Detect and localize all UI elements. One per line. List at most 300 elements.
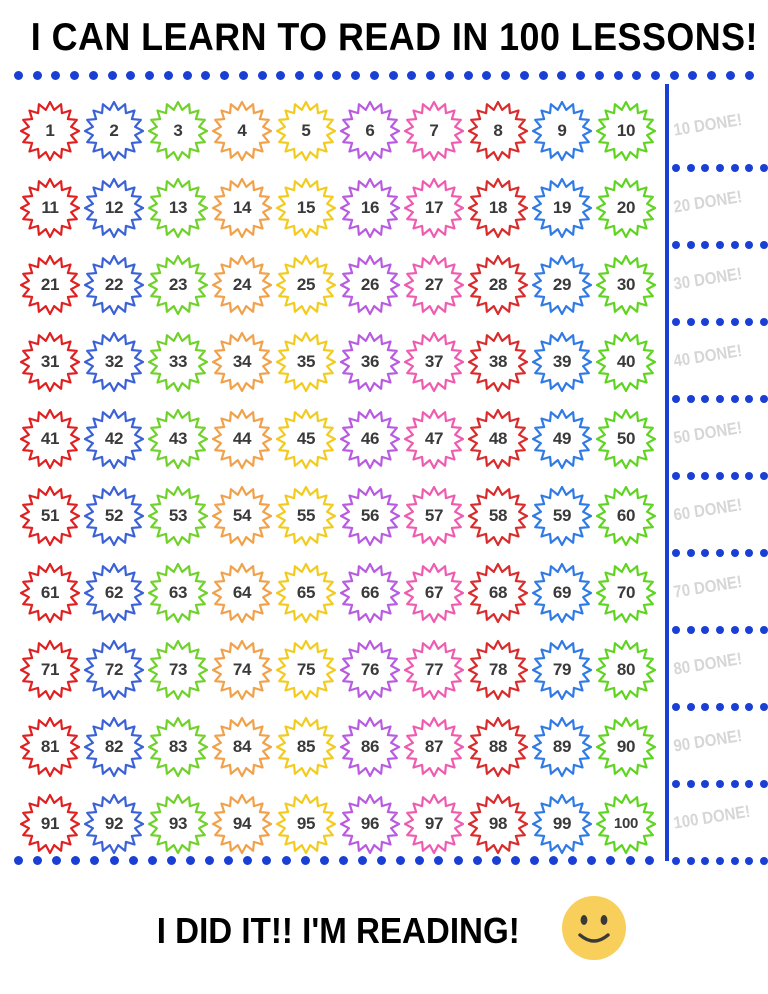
- lesson-star-97[interactable]: [402, 785, 466, 862]
- lesson-number: 48: [488, 428, 508, 448]
- lesson-star-40[interactable]: [594, 323, 658, 400]
- lesson-number: 95: [296, 813, 316, 833]
- lesson-number: 13: [168, 197, 188, 217]
- lesson-star-77[interactable]: [402, 631, 466, 708]
- border-dot: [148, 856, 157, 865]
- border-dot: [33, 856, 42, 865]
- lesson-number: 91: [40, 813, 60, 833]
- border-dot: [587, 856, 596, 865]
- border-dot: [108, 71, 117, 80]
- milestone-block-30[interactable]: [672, 246, 768, 323]
- border-dot: [126, 71, 135, 80]
- lesson-number: 80: [616, 659, 636, 679]
- lesson-number: 64: [232, 582, 252, 602]
- lesson-number: 3: [173, 120, 183, 140]
- lesson-number: 96: [360, 813, 380, 833]
- border-dot: [33, 71, 42, 80]
- lesson-star-52[interactable]: [82, 477, 146, 554]
- lesson-star-22[interactable]: [82, 246, 146, 323]
- border-dot: [320, 856, 329, 865]
- border-dot: [183, 71, 192, 80]
- lesson-star-29[interactable]: [530, 246, 594, 323]
- border-dot: [520, 71, 529, 80]
- lesson-star-82[interactable]: [82, 708, 146, 785]
- lesson-number: 85: [296, 736, 316, 756]
- lesson-star-66[interactable]: [338, 554, 402, 631]
- top-dotted-border: [14, 70, 754, 80]
- border-dot: [595, 71, 604, 80]
- lesson-number: 8: [493, 120, 503, 140]
- border-dot: [731, 857, 739, 865]
- lesson-star-16[interactable]: [338, 169, 402, 246]
- border-dot: [389, 71, 398, 80]
- lesson-star-36[interactable]: [338, 323, 402, 400]
- lesson-number: 55: [296, 505, 316, 525]
- lesson-star-37[interactable]: [402, 323, 466, 400]
- lesson-number: 60: [616, 505, 636, 525]
- border-dot: [52, 856, 61, 865]
- border-dot: [351, 71, 360, 80]
- lesson-star-27[interactable]: [402, 246, 466, 323]
- lesson-star-42[interactable]: [82, 400, 146, 477]
- border-dot: [645, 856, 654, 865]
- lesson-number: 46: [360, 428, 380, 448]
- lesson-number: 43: [168, 428, 188, 448]
- border-dot: [687, 857, 695, 865]
- lesson-number: 76: [360, 659, 380, 679]
- lesson-number: 78: [488, 659, 508, 679]
- lesson-star-25[interactable]: [274, 246, 338, 323]
- lesson-number: 42: [104, 428, 124, 448]
- border-dot: [14, 856, 23, 865]
- milestone-block-100[interactable]: [672, 785, 768, 862]
- lesson-number: 61: [40, 582, 60, 602]
- lesson-star-89[interactable]: [530, 708, 594, 785]
- lesson-star-44[interactable]: [210, 400, 274, 477]
- border-dot: [14, 71, 23, 80]
- milestone-dotted-separator: [672, 857, 768, 865]
- lesson-number: 99: [552, 813, 572, 833]
- border-dot: [276, 71, 285, 80]
- border-dot: [339, 856, 348, 865]
- lesson-number: 10: [616, 120, 636, 140]
- milestone-label: 20 DONE!: [672, 186, 744, 217]
- lesson-number: 25: [296, 274, 316, 294]
- vertical-divider-line: [665, 84, 669, 861]
- lesson-number: 94: [232, 813, 252, 833]
- lesson-number: 69: [552, 582, 572, 602]
- lesson-number: 87: [424, 736, 444, 756]
- border-dot: [314, 71, 323, 80]
- lesson-star-3[interactable]: [146, 92, 210, 169]
- lesson-star-56[interactable]: [338, 477, 402, 554]
- lesson-number: 81: [40, 736, 60, 756]
- lesson-number: 7: [429, 120, 439, 140]
- lesson-star-34[interactable]: [210, 323, 274, 400]
- border-dot: [651, 71, 660, 80]
- lesson-number: 37: [424, 351, 444, 371]
- border-dot: [258, 71, 267, 80]
- lesson-star-2[interactable]: [82, 92, 146, 169]
- border-dot: [549, 856, 558, 865]
- border-dot: [370, 71, 379, 80]
- lesson-star-38[interactable]: [466, 323, 530, 400]
- lesson-star-57[interactable]: [402, 477, 466, 554]
- lesson-star-73[interactable]: [146, 631, 210, 708]
- lesson-star-69[interactable]: [530, 554, 594, 631]
- border-dot: [407, 71, 416, 80]
- lesson-star-45[interactable]: [274, 400, 338, 477]
- lesson-number: 92: [104, 813, 124, 833]
- lesson-number: 83: [168, 736, 188, 756]
- border-dot: [454, 856, 463, 865]
- lesson-star-67[interactable]: [402, 554, 466, 631]
- lesson-number: 2: [109, 120, 119, 140]
- lesson-number: 26: [360, 274, 380, 294]
- lesson-number: 45: [296, 428, 316, 448]
- lesson-number: 57: [424, 505, 444, 525]
- milestone-label: 80 DONE!: [672, 648, 744, 679]
- lesson-star-85[interactable]: [274, 708, 338, 785]
- lesson-star-17[interactable]: [402, 169, 466, 246]
- lesson-number: 72: [104, 659, 124, 679]
- milestone-label: 90 DONE!: [672, 725, 744, 756]
- lesson-star-14[interactable]: [210, 169, 274, 246]
- milestone-block-60[interactable]: [672, 477, 768, 554]
- border-dot: [670, 71, 679, 80]
- lesson-star-5[interactable]: [274, 92, 338, 169]
- border-dot: [464, 71, 473, 80]
- border-dot: [632, 71, 641, 80]
- border-dot: [701, 857, 709, 865]
- lesson-star-72[interactable]: [82, 631, 146, 708]
- border-dot: [243, 856, 252, 865]
- border-dot: [576, 71, 585, 80]
- lesson-number: 44: [232, 428, 252, 448]
- border-dot: [501, 71, 510, 80]
- lesson-star-81[interactable]: [18, 708, 82, 785]
- lesson-star-24[interactable]: [210, 246, 274, 323]
- milestone-block-20[interactable]: [672, 169, 768, 246]
- lesson-number: 35: [296, 351, 316, 371]
- lesson-star-55[interactable]: [274, 477, 338, 554]
- milestone-block-70[interactable]: [672, 554, 768, 631]
- border-dot: [396, 856, 405, 865]
- lesson-number: 6: [365, 120, 375, 140]
- lesson-star-76[interactable]: [338, 631, 402, 708]
- lesson-number: 16: [360, 197, 380, 217]
- border-dot: [745, 857, 753, 865]
- border-dot: [262, 856, 271, 865]
- lesson-number: 41: [40, 428, 60, 448]
- lesson-star-26[interactable]: [338, 246, 402, 323]
- lesson-star-48[interactable]: [466, 400, 530, 477]
- lesson-number: 59: [552, 505, 572, 525]
- lesson-number: 18: [488, 197, 508, 217]
- border-dot: [201, 71, 210, 80]
- lesson-number: 53: [168, 505, 188, 525]
- lesson-number: 40: [616, 351, 636, 371]
- border-dot: [145, 71, 154, 80]
- lesson-star-95[interactable]: [274, 785, 338, 862]
- border-dot: [568, 856, 577, 865]
- border-dot: [89, 71, 98, 80]
- border-dot: [473, 856, 482, 865]
- lesson-number: 19: [552, 197, 572, 217]
- lesson-number: 4: [237, 120, 247, 140]
- lesson-star-43[interactable]: [146, 400, 210, 477]
- lesson-star-23[interactable]: [146, 246, 210, 323]
- lesson-number: 79: [552, 659, 572, 679]
- lesson-star-100[interactable]: [594, 785, 658, 862]
- lesson-star-20[interactable]: [594, 169, 658, 246]
- milestone-block-40[interactable]: [672, 323, 768, 400]
- lesson-star-78[interactable]: [466, 631, 530, 708]
- lesson-number: 89: [552, 736, 572, 756]
- lesson-star-54[interactable]: [210, 477, 274, 554]
- lesson-number: 93: [168, 813, 188, 833]
- border-dot: [282, 856, 291, 865]
- lesson-star-99[interactable]: [530, 785, 594, 862]
- lesson-star-71[interactable]: [18, 631, 82, 708]
- lesson-star-84[interactable]: [210, 708, 274, 785]
- lesson-number: 17: [424, 197, 444, 217]
- lesson-star-6[interactable]: [338, 92, 402, 169]
- border-dot: [760, 857, 768, 865]
- lesson-number: 38: [488, 351, 508, 371]
- lesson-number: 70: [616, 582, 636, 602]
- milestone-label: 100 DONE!: [672, 801, 752, 833]
- milestone-block-80[interactable]: [672, 631, 768, 708]
- lesson-number: 15: [296, 197, 316, 217]
- border-dot: [71, 856, 80, 865]
- lesson-star-35[interactable]: [274, 323, 338, 400]
- lesson-star-88[interactable]: [466, 708, 530, 785]
- lesson-star-61[interactable]: [18, 554, 82, 631]
- lesson-star-18[interactable]: [466, 169, 530, 246]
- lesson-star-13[interactable]: [146, 169, 210, 246]
- lesson-star-60[interactable]: [594, 477, 658, 554]
- lesson-star-7[interactable]: [402, 92, 466, 169]
- lesson-star-39[interactable]: [530, 323, 594, 400]
- lesson-number: 66: [360, 582, 380, 602]
- lesson-number: 12: [104, 197, 124, 217]
- bottom-dotted-border: [14, 855, 654, 865]
- lesson-number: 9: [557, 120, 567, 140]
- lesson-number: 98: [488, 813, 508, 833]
- lesson-number: 1: [45, 120, 55, 140]
- lesson-star-53[interactable]: [146, 477, 210, 554]
- lesson-star-8[interactable]: [466, 92, 530, 169]
- lesson-number: 34: [232, 351, 252, 371]
- border-dot: [295, 71, 304, 80]
- lesson-star-92[interactable]: [82, 785, 146, 862]
- smiley-face-icon: [561, 895, 627, 966]
- lesson-star-28[interactable]: [466, 246, 530, 323]
- milestone-label: 10 DONE!: [672, 109, 744, 140]
- border-dot: [426, 71, 435, 80]
- lesson-star-68[interactable]: [466, 554, 530, 631]
- border-dot: [164, 71, 173, 80]
- lesson-number: 84: [232, 736, 252, 756]
- border-dot: [220, 71, 229, 80]
- lesson-star-90[interactable]: [594, 708, 658, 785]
- border-dot: [539, 71, 548, 80]
- border-dot: [239, 71, 248, 80]
- lesson-star-19[interactable]: [530, 169, 594, 246]
- milestone-block-90[interactable]: [672, 708, 768, 785]
- milestone-label: 50 DONE!: [672, 417, 744, 448]
- lesson-star-50[interactable]: [594, 400, 658, 477]
- milestone-label: 40 DONE!: [672, 340, 744, 371]
- border-dot: [129, 856, 138, 865]
- border-dot: [672, 857, 680, 865]
- lesson-number: 52: [104, 505, 124, 525]
- lesson-number: 5: [301, 120, 311, 140]
- lesson-star-47[interactable]: [402, 400, 466, 477]
- border-dot: [445, 71, 454, 80]
- lesson-number: 90: [616, 736, 636, 756]
- border-dot: [110, 856, 119, 865]
- lesson-star-58[interactable]: [466, 477, 530, 554]
- footer: [0, 895, 768, 966]
- border-dot: [90, 856, 99, 865]
- lesson-star-64[interactable]: [210, 554, 274, 631]
- lesson-number: 100: [613, 815, 639, 832]
- lesson-star-87[interactable]: [402, 708, 466, 785]
- milestone-label: 60 DONE!: [672, 494, 744, 525]
- lesson-star-15[interactable]: [274, 169, 338, 246]
- lesson-number: 82: [104, 736, 124, 756]
- border-dot: [716, 857, 724, 865]
- lesson-star-49[interactable]: [530, 400, 594, 477]
- lesson-star-70[interactable]: [594, 554, 658, 631]
- lesson-number: 73: [168, 659, 188, 679]
- lesson-number: 63: [168, 582, 188, 602]
- footer-text: I DID IT!! I'M READING!: [156, 909, 520, 951]
- lesson-star-9[interactable]: [530, 92, 594, 169]
- lesson-number: 14: [232, 197, 252, 217]
- lesson-number: 88: [488, 736, 508, 756]
- lesson-star-46[interactable]: [338, 400, 402, 477]
- milestone-block-50[interactable]: [672, 400, 768, 477]
- lesson-number: 75: [296, 659, 316, 679]
- lesson-number: 23: [168, 274, 188, 294]
- lesson-star-86[interactable]: [338, 708, 402, 785]
- lesson-number: 50: [616, 428, 636, 448]
- lesson-number: 31: [40, 351, 60, 371]
- lesson-star-98[interactable]: [466, 785, 530, 862]
- lesson-number: 74: [232, 659, 252, 679]
- border-dot: [606, 856, 615, 865]
- lesson-star-79[interactable]: [530, 631, 594, 708]
- lesson-star-83[interactable]: [146, 708, 210, 785]
- border-dot: [167, 856, 176, 865]
- lesson-number: 24: [232, 274, 252, 294]
- lesson-star-65[interactable]: [274, 554, 338, 631]
- lesson-star-21[interactable]: [18, 246, 82, 323]
- lesson-number: 28: [488, 274, 508, 294]
- lesson-number: 56: [360, 505, 380, 525]
- border-dot: [186, 856, 195, 865]
- lesson-number: 58: [488, 505, 508, 525]
- lesson-number: 67: [424, 582, 444, 602]
- border-dot: [707, 71, 716, 80]
- lesson-star-32[interactable]: [82, 323, 146, 400]
- border-dot: [224, 856, 233, 865]
- lesson-star-75[interactable]: [274, 631, 338, 708]
- lesson-star-62[interactable]: [82, 554, 146, 631]
- lesson-star-30[interactable]: [594, 246, 658, 323]
- lesson-number: 77: [424, 659, 444, 679]
- border-dot: [51, 71, 60, 80]
- lesson-number: 20: [616, 197, 636, 217]
- lesson-star-33[interactable]: [146, 323, 210, 400]
- border-dot: [332, 71, 341, 80]
- lesson-number: 29: [552, 274, 572, 294]
- lesson-star-1[interactable]: [18, 92, 82, 169]
- lesson-star-10[interactable]: [594, 92, 658, 169]
- lesson-number: 51: [40, 505, 60, 525]
- lesson-star-grid: [18, 92, 658, 862]
- lesson-star-31[interactable]: [18, 323, 82, 400]
- lesson-star-93[interactable]: [146, 785, 210, 862]
- lesson-star-41[interactable]: [18, 400, 82, 477]
- page-title: I CAN LEARN TO READ IN 100 LESSONS!: [30, 16, 758, 59]
- lesson-star-96[interactable]: [338, 785, 402, 862]
- border-dot: [205, 856, 214, 865]
- lesson-number: 86: [360, 736, 380, 756]
- lesson-number: 36: [360, 351, 380, 371]
- milestone-block-10[interactable]: [672, 92, 768, 169]
- lesson-star-4[interactable]: [210, 92, 274, 169]
- border-dot: [530, 856, 539, 865]
- lesson-star-91[interactable]: [18, 785, 82, 862]
- lesson-number: 71: [40, 659, 60, 679]
- lesson-star-94[interactable]: [210, 785, 274, 862]
- border-dot: [492, 856, 501, 865]
- lesson-star-80[interactable]: [594, 631, 658, 708]
- lesson-star-11[interactable]: [18, 169, 82, 246]
- border-dot: [511, 856, 520, 865]
- lesson-number: 27: [424, 274, 444, 294]
- lesson-number: 54: [232, 505, 252, 525]
- border-dot: [377, 856, 386, 865]
- lesson-number: 97: [424, 813, 444, 833]
- border-dot: [70, 71, 79, 80]
- lesson-number: 68: [488, 582, 508, 602]
- lesson-star-59[interactable]: [530, 477, 594, 554]
- milestone-label: 30 DONE!: [672, 263, 744, 294]
- milestone-done-column: [672, 92, 768, 862]
- lesson-number: 39: [552, 351, 572, 371]
- border-dot: [614, 71, 623, 80]
- border-dot: [745, 71, 754, 80]
- border-dot: [301, 856, 310, 865]
- border-dot: [415, 856, 424, 865]
- lesson-star-12[interactable]: [82, 169, 146, 246]
- border-dot: [482, 71, 491, 80]
- lesson-star-63[interactable]: [146, 554, 210, 631]
- border-dot: [557, 71, 566, 80]
- milestone-label: 70 DONE!: [672, 571, 744, 602]
- border-dot: [434, 856, 443, 865]
- border-dot: [358, 856, 367, 865]
- lesson-star-51[interactable]: [18, 477, 82, 554]
- lesson-star-74[interactable]: [210, 631, 274, 708]
- lesson-number: 62: [104, 582, 124, 602]
- border-dot: [726, 71, 735, 80]
